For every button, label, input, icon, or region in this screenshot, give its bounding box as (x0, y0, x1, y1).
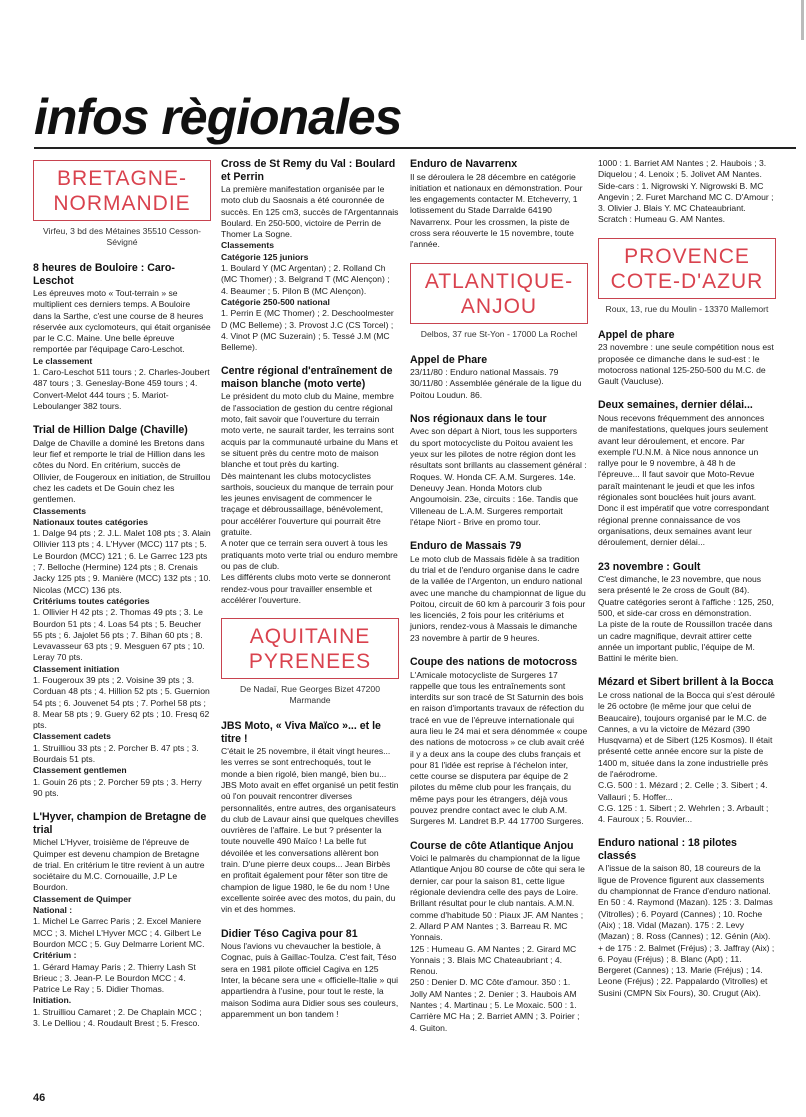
article-subheading: Classement cadets (33, 731, 111, 742)
article-subheading: Classement initiation (33, 663, 120, 674)
column-3 (410, 158, 588, 1046)
article-paragraph: 1. Gérard Hamay Paris ; 2. Thierry Lash St Brieuc ; 3. Jean-P. Le Bourdon MCC ; 4. Patrice Le Ray ; 5. Didier Thomas. (33, 961, 196, 995)
article-paragraph: C.G. 500 : 1. Mézard ; 2. Celle ; 3. Sibert ; 4. Vallauri ; 5. Hoffer... (598, 780, 768, 802)
article-title: Appel de phare (598, 328, 675, 341)
region-address: Roux, 13, rue du Moulin - 13370 Mallemort (605, 303, 769, 314)
article-paragraph: 23/11/80 : Enduro national Massais. 79 30/11/80 : Assemblée générale de la ligue du Poitou Loudun. 86. (410, 367, 582, 400)
article-paragraph: Le moto club de Massais fidèle à sa tradition du trial et de l'enduro organise dans le cadre de la vallée de l'Argenton, un enduro national avec une manche du championnat de ligue du Poitou, circuit de 60 km à parcourir 3 fois pour les licenciés, 2 fois pour les critériums et juniors, rendez-vous à Massais le dimanche 23 novembre à partir de 9 heures. (410, 553, 586, 643)
article-paragraph: Nous l'avions vu chevaucher la bestiole, à Cognac, puis à Gaillac-Toulza. C'est fait, Téso sera en 1981 pilote officiel Cagiva en 125 Inter, la bécane sera une « officielle-Italie » qui appartiendra à l'usine, pour tout le reste, la maison Sodima aura Didier sous ses couleurs, apparemment un bon tandem ! (221, 941, 399, 1019)
article-title: Course de côte Atlantique Anjou (410, 839, 574, 852)
article (221, 158, 399, 353)
article-title: Enduro national : 18 pilotes classés (598, 837, 737, 862)
article-subheading: National : (33, 905, 73, 916)
article-paragraph: 250 : Denier D. MC Côte d'amour. 350 : 1. Jolly AM Nantes ; 2. Denier ; 3. Haubois AM Nantes ; 4. Martinau ; 5. Le Moxaic. 500 : 1. Carrière MC Ha ; 2. Barriet AMN ; 3. Poirier ; 4. Guiton. (410, 977, 580, 1033)
article-paragraph: La piste de la route de Roussillon tracée dans un cadre magnifique, devrait attirer cette année un important public, l'équipe de M. Battini le mérite bien. (598, 619, 773, 664)
article-paragraph: 1. Ollivier H 42 pts ; 2. Thomas 49 pts ; 3. Le Bourdon 51 pts ; 4. Loas 54 pts ; 5. Beucher 55 pts ; 6. Jajolet 56 pts ; 7. Bihan 60 pts ; 8. Levavasseur 63 pts ; 9. Mesguen 67 pts ; 10. Leray 70 pts. (33, 607, 205, 663)
article (598, 676, 776, 825)
article-paragraph: Les épreuves moto « Tout-terrain » se multiplient ces derniers temps. A Bouloire dans la Sarthe, c'est une course de 8 heures réservée aux cyclomoteurs, qui était organisée par le C.C. Maine. Une belle épreuve remportée par l'équipage Caro-Leschot. (33, 288, 211, 355)
article-title: Deux semaines, dernier délai... (598, 399, 753, 412)
article-paragraph: Dès maintenant les clubs motocyclistes sarthois, soucieux du manque de terrain pour les jeunes envisagent de commencer le traçage et débroussaillage, bénévolement, pour accélérer l'ouverture qui pourrait être gratuite. (221, 470, 394, 538)
column-4 (598, 158, 776, 1011)
article-paragraph: Avec son départ à Niort, tous les supporters du sport motocycliste du Poitou avaient les yeux sur les pilotes de notre région dont les résultats sont brillants au classement général : Roques. W. Honda CF. A.M. Surgeres. 14e. Deneuvy Jean. Honda Motors club Angoumoisin. 23e, circuits : 16e. Tandis que Villeneau de L.A.M. Surgeres remportait l'étape Niort - Brive en promo tour. (410, 426, 587, 527)
article (33, 262, 211, 412)
article-title: Mézard et Sibert brillent à la Bocca (598, 676, 774, 689)
article-subheading: Catégorie 250-500 national (221, 296, 330, 307)
article-title: Appel de Phare (410, 353, 488, 366)
article-title: Enduro de Navarrenx (410, 158, 518, 170)
article-title: L'Hyver, champion de Bretagne de trial (33, 811, 207, 836)
region-address: De Nadaï, Rue Georges Bizet 47200 Marmande (240, 684, 380, 706)
article-paragraph: 1. Boulard Y (MC Argentan) ; 2. Rolland Ch (MC Thomer) ; 3. Belgrand T (MC Alençon) ; 4. Beaumer ; 5. Pilon B (MC Alençon). (221, 263, 390, 296)
region-heading: BRETAGNE-NORMANDIE (33, 160, 211, 221)
page-number: 46 (33, 1092, 46, 1104)
article-paragraph: 1. Michel Le Garrec Paris ; 2. Excel Maniere MCC ; 3. Michel L'Hyver MCC ; 4. Gilbert Le Bourdon MCC ; 5. Guy Delmarre Lorient MC. (33, 916, 205, 949)
article-subheading: Nationaux toutes catégories (33, 516, 149, 527)
article-paragraph: Le président du moto club du Maine, membre de l'association de gestion du centre régional moto, fait savoir que l'ouverture du terrain moto verte, ne saurait tarder, les terrains sont acquis par la communauté urbaine du Mans et se situent près du centre moto de maison blanche et tout près du karting. (221, 391, 398, 470)
article-title: 23 novembre : Goult (598, 560, 701, 573)
article-paragraph: 1. Struilliou 33 pts ; 2. Porcher B. 47 pts ; 3. Bourdais 51 pts. (33, 742, 199, 765)
region-heading: PROVENCE COTE-D'AZUR (598, 238, 776, 299)
article-title: Didier Téso Cagiva pour 81 (221, 927, 358, 940)
article (33, 424, 211, 799)
article-subheading: Classements (33, 505, 87, 516)
article (410, 540, 588, 644)
article-paragraph: 1. Gouin 26 pts ; 2. Porcher 59 pts ; 3. Herry 90 pts. (33, 776, 202, 798)
article-paragraph: En 50 : 4. Raymond (Mazan). 125 : 3. Dalmas (Vitrolles) ; 6. Poyard (Cannes) ; 10. Roche (Aix) ; 18. Vidal (Mazan). 175 : 2. Levy (Mazan) ; 8. Ross (Cannes) ; 12. Génin (Aix). + de 175 : 2. Balmet (Fréjus) ; 3. Jaffray (Aix) ; 6. Poyau (Fréjus) ; 8. Blanc (Apt) ; 11. Bergeret (Cannes) ; 13. Marie (Fréjus) ; 14. Leone (Fréjus) ; 22. Pappalardo (Vitrolles) et Susini (CMPN Six Fours), 30. Crugut (Aix). (598, 897, 775, 998)
article-title: Trial de Hillion Dalge (Chaville) (33, 424, 188, 437)
region-address: Virfeu, 3 bd des Métaines 35510 Cesson-Sévigné (43, 226, 201, 247)
page-title: infos règionales (34, 89, 402, 145)
article-title: Centre régional d'entraînement de maison blanche (moto verte) (221, 365, 393, 390)
article-paragraph: Voici le palmarès du championnat de la ligue Atlantique Anjou 80 course de côte qui sera le dernier, car pour la saison 81, cette ligue régionale deviendra celle des pays de Loire. Brillant résultat pour le club nantais. A.M.N. comme d'habitude 50 : Piaux JF. AM Nantes ; 2. Allard P AM Nantes ; 3. Barreau R. MC Yonnais. (410, 853, 585, 943)
article-paragraph: 23 novembre : une seule compétition nous est proposée ce dimanche dans le sud-est : le motocross national 125-250-500 du M.C. de Gault (Vaucluse). (598, 342, 774, 387)
article (221, 720, 399, 915)
article-subheading: Le classement (33, 355, 93, 366)
article (33, 811, 211, 1029)
article-title: Cross de St Remy du Val : Boulard et Perrin (221, 158, 396, 183)
title-rule (34, 147, 796, 149)
article (598, 399, 776, 548)
article-paragraph: 1. Perrin E (MC Thomer) ; 2. Deschoolmester D (MC Belleme) ; 3. Provost J.C (CS Torcel) ; 4. Vinot P (MC Suzerain) ; 5. Tessé J.M (MC Belleme). (221, 308, 394, 353)
article-paragraph: Dalge de Chaville a dominé les Bretons dans leur fief et remporte le trial de Hillion dans les côtes du Nord. En critérium, succès de Ollivier, de Fougeroux en initiation, de Struillou chez les cadets et De Gouin chez les gentlemen. (33, 437, 211, 505)
article (221, 928, 399, 1021)
article (598, 158, 776, 226)
article-title: Coupe des nations de motocross (410, 656, 578, 669)
region-address: Delbos, 37 rue St-Yon - 17000 La Rochel (420, 328, 578, 339)
article (410, 158, 588, 251)
article-subheading: Classements (221, 240, 275, 251)
article-paragraph: 1. Fougeroux 39 pts ; 2. Voisine 39 pts ; 3. Corduan 48 pts ; 4. Hillion 52 pts ; 5. Guernion 54 pts ; 6. Jouvenet 54 pts ; 7. Porhel 58 pts ; 8. Mear 58 pts ; 9. Guery 62 pts ; 10. Fresq 62 pts. (33, 675, 210, 731)
article-paragraph: 1. Struilliou Camaret ; 2. De Chaplain MCC ; 3. Le Delliou ; 4. Roudault Brest ; 5. Fresco. (33, 1006, 202, 1029)
article-paragraph: Nous recevons fréquemment des annonces de manifestations, quelques jours seulement avant leur déroulement, et encore. Par exemple l'U.N.M. à Nice nous annonce un rallye pour le 9 novembre, à 48 h de l'épreuve... Il faut savoir que Moto-Revue paraît maintenant le jeudi et que les infos régionales sont bouclées huit jours avant. Donc il est impératif que votre correspondant régional prenne connaissance de vos organisations, deux semaines avant leur déroulement, dernier délai... (598, 412, 770, 548)
article-title: 8 heures de Bouloire : Caro-Leschot (33, 262, 175, 287)
article-paragraph: 1. Dalge 94 pts ; 2. J.L. Malet 108 pts ; 3. Alain Ollivier 113 pts ; 4. L'Hyver (MCC) 117 pts ; 5. Le Bourdon (MCC) 121 ; 6. Le Garrec 123 pts ; 7. Belloche (Hermine) 124 pts ; 8. Crenais Jacky 125 pts ; 9. Manière (MCC) 132 pts ; 10. Nicolas (MCC) 136 pts. (33, 528, 211, 595)
article-paragraph: C.G. 125 : 1. Sibert ; 2. Wehrlen ; 3. Arbault ; 4. Fauroux ; 5. Rouvier... (598, 802, 769, 825)
article-paragraph: L'Amicale motocycliste de Surgeres 17 rappelle que tous les entraînements sont interdits sur son tracé de St Saturnin des bois en raison d'importants travaux de réfection du tracé en vue de l'épreuve internationale qui aura lieu le 24 mai et sera dénommée « coupe des nations de motocross » ce club avait créé il y a deux ans la coupe des clubs français et pour 81 l'idée est reprise à l'échelon inter, cette course se disputera par équipe de 2 pilotes du même club pour les français, du même pays pour les étrangers, déjà vous pouvez prendre contact avec le club A.M. Surgeres M. Landret B.P. 44 17700 Surgeres. (410, 669, 588, 827)
article-subheading: Initiation. (33, 995, 72, 1006)
article-title: Nos régionaux dans le tour (410, 412, 547, 425)
article-paragraph: 125 : Humeau G. AM Nantes ; 2. Girard MC Yonnais ; 3. Blais MC Chateaubriant ; 4. Renou. (410, 943, 577, 977)
article (598, 837, 776, 999)
article-paragraph: Le cross national de la Bocca qui s'est déroulé le 26 octobre (le même jour que celui de Beaucaire), toujours organisé par le M.C. de Cannes, a vu la victoire de Mézard (390 Husqvarna) et de Sibert (125 Kosmos). Il était présenté cette année encore sur la piste de 1400 m, située dans la zone industrielle près de l'aérodrome. (598, 689, 775, 779)
article (598, 561, 776, 665)
article-paragraph: A noter que ce terrain sera ouvert à tous les pratiquants moto verte trial ou enduro membre ou pas de club. (221, 538, 398, 571)
article (410, 413, 588, 528)
article-paragraph: 1000 : 1. Barriet AM Nantes ; 2. Haubois ; 3. Diquelou ; 4. Lenoix ; 5. Jolivet AM Nantes. Side-cars : 1. Nigrowski Y. Nigrowski B. MC Angevin ; 2. Furet Marchand MC C. D'Amour ; 3. Olivier J. Blais Y. MC Chateaubriant. Scratch : Humeau G. AM Nantes. (598, 158, 774, 225)
article-subheading: Critérium : (33, 950, 77, 961)
article-title: JBS Moto, « Viva Maïco »... et le titre ! (221, 720, 381, 745)
region-heading: ATLANTIQUE-ANJOU (410, 263, 588, 324)
article (410, 656, 588, 828)
article-paragraph: La première manifestation organisée par le moto club du Saosnais a été couronnée de succès. En 125 cm3, succès de l'Argentannais Boulard. En 250-500, victoire de Perrin de Thomer La Sogne. (221, 184, 399, 240)
article-subheading: Catégorie 125 juniors (221, 251, 309, 262)
article-paragraph: A l'issue de la saison 80, 18 coureurs de la ligue de Provence figurent aux classements du championnat de France d'enduro national. (598, 863, 771, 897)
column-1 (33, 158, 211, 1041)
article-subheading: Critériums toutes catégories (33, 595, 150, 606)
column-2 (221, 158, 399, 1032)
article (221, 365, 399, 606)
article-subheading: Classement gentlemen (33, 765, 127, 776)
article-title: Enduro de Massais 79 (410, 540, 522, 553)
article-paragraph: Michel L'Hyver, troisième de l'épreuve de Quimper est devenu champion de Bretagne de trial. En critérium le titre revient à un autre sociétaire du M.C. Cornouaille, J.P Le Bourdon. (33, 837, 205, 893)
article-paragraph: C'est dimanche, le 23 novembre, que nous sera présenté le 2e cross de Goult (84). Quatre catégories seront à l'affiche : 125, 250, 500, et side-car cross en démonstration. (598, 574, 774, 618)
article-paragraph: Les différents clubs moto verte se donneront rendez-vous pour travailler ensemble et accélérer l'ouverture. (221, 572, 391, 605)
article-paragraph: 1. Caro-Leschot 511 tours ; 2. Charles-Joubert 487 tours ; 3. Geneslay-Bone 459 tours ; 4. Convert-Melot 444 tours ; 5. Mariot-Leboulanger 382 tours. (33, 367, 210, 411)
article-paragraph: Il se déroulera le 28 décembre en catégorie initiation et nationaux en démonstration. Pour les engagements contacter M. Etcheverry, 1 lotissement du Stade Darralde 64190 Navarrenx. Pour les crossmen, la piste de cross sera réouverte le 15 novembre, toute l'année. (410, 171, 583, 250)
region-heading: AQUITAINE PYRENEES (221, 618, 399, 679)
article (598, 329, 776, 388)
article-paragraph: C'était le 25 novembre, il était vingt heures... les verres se sont entrechoqués, tout le monde a bien rigolé, bien mangé, bien bu... JBS Moto avait en effet organisé un petit festin où l'on pouvait rencontrer diverses personnalités, entre autres, des organisateurs du club de Lavaur ainsi que quelques chevilles ouvrières de l'affaire. Le but ? présenter la toute nouvelle 490 Maïco ! La belle fut dévoilée et les conversations allèrent bon train. D'une pierre deux coups... Jean Birbès en profitait également pour fêter son titre de champion de ligue 1980, le 6e du nom ! Une excellente soirée avec des motos, du pain, du vin et des hommes. (221, 746, 399, 915)
page-edge-mark (801, 0, 804, 40)
article (410, 840, 588, 1034)
article (410, 354, 588, 401)
article-subheading: Classement de Quimper (33, 893, 132, 904)
